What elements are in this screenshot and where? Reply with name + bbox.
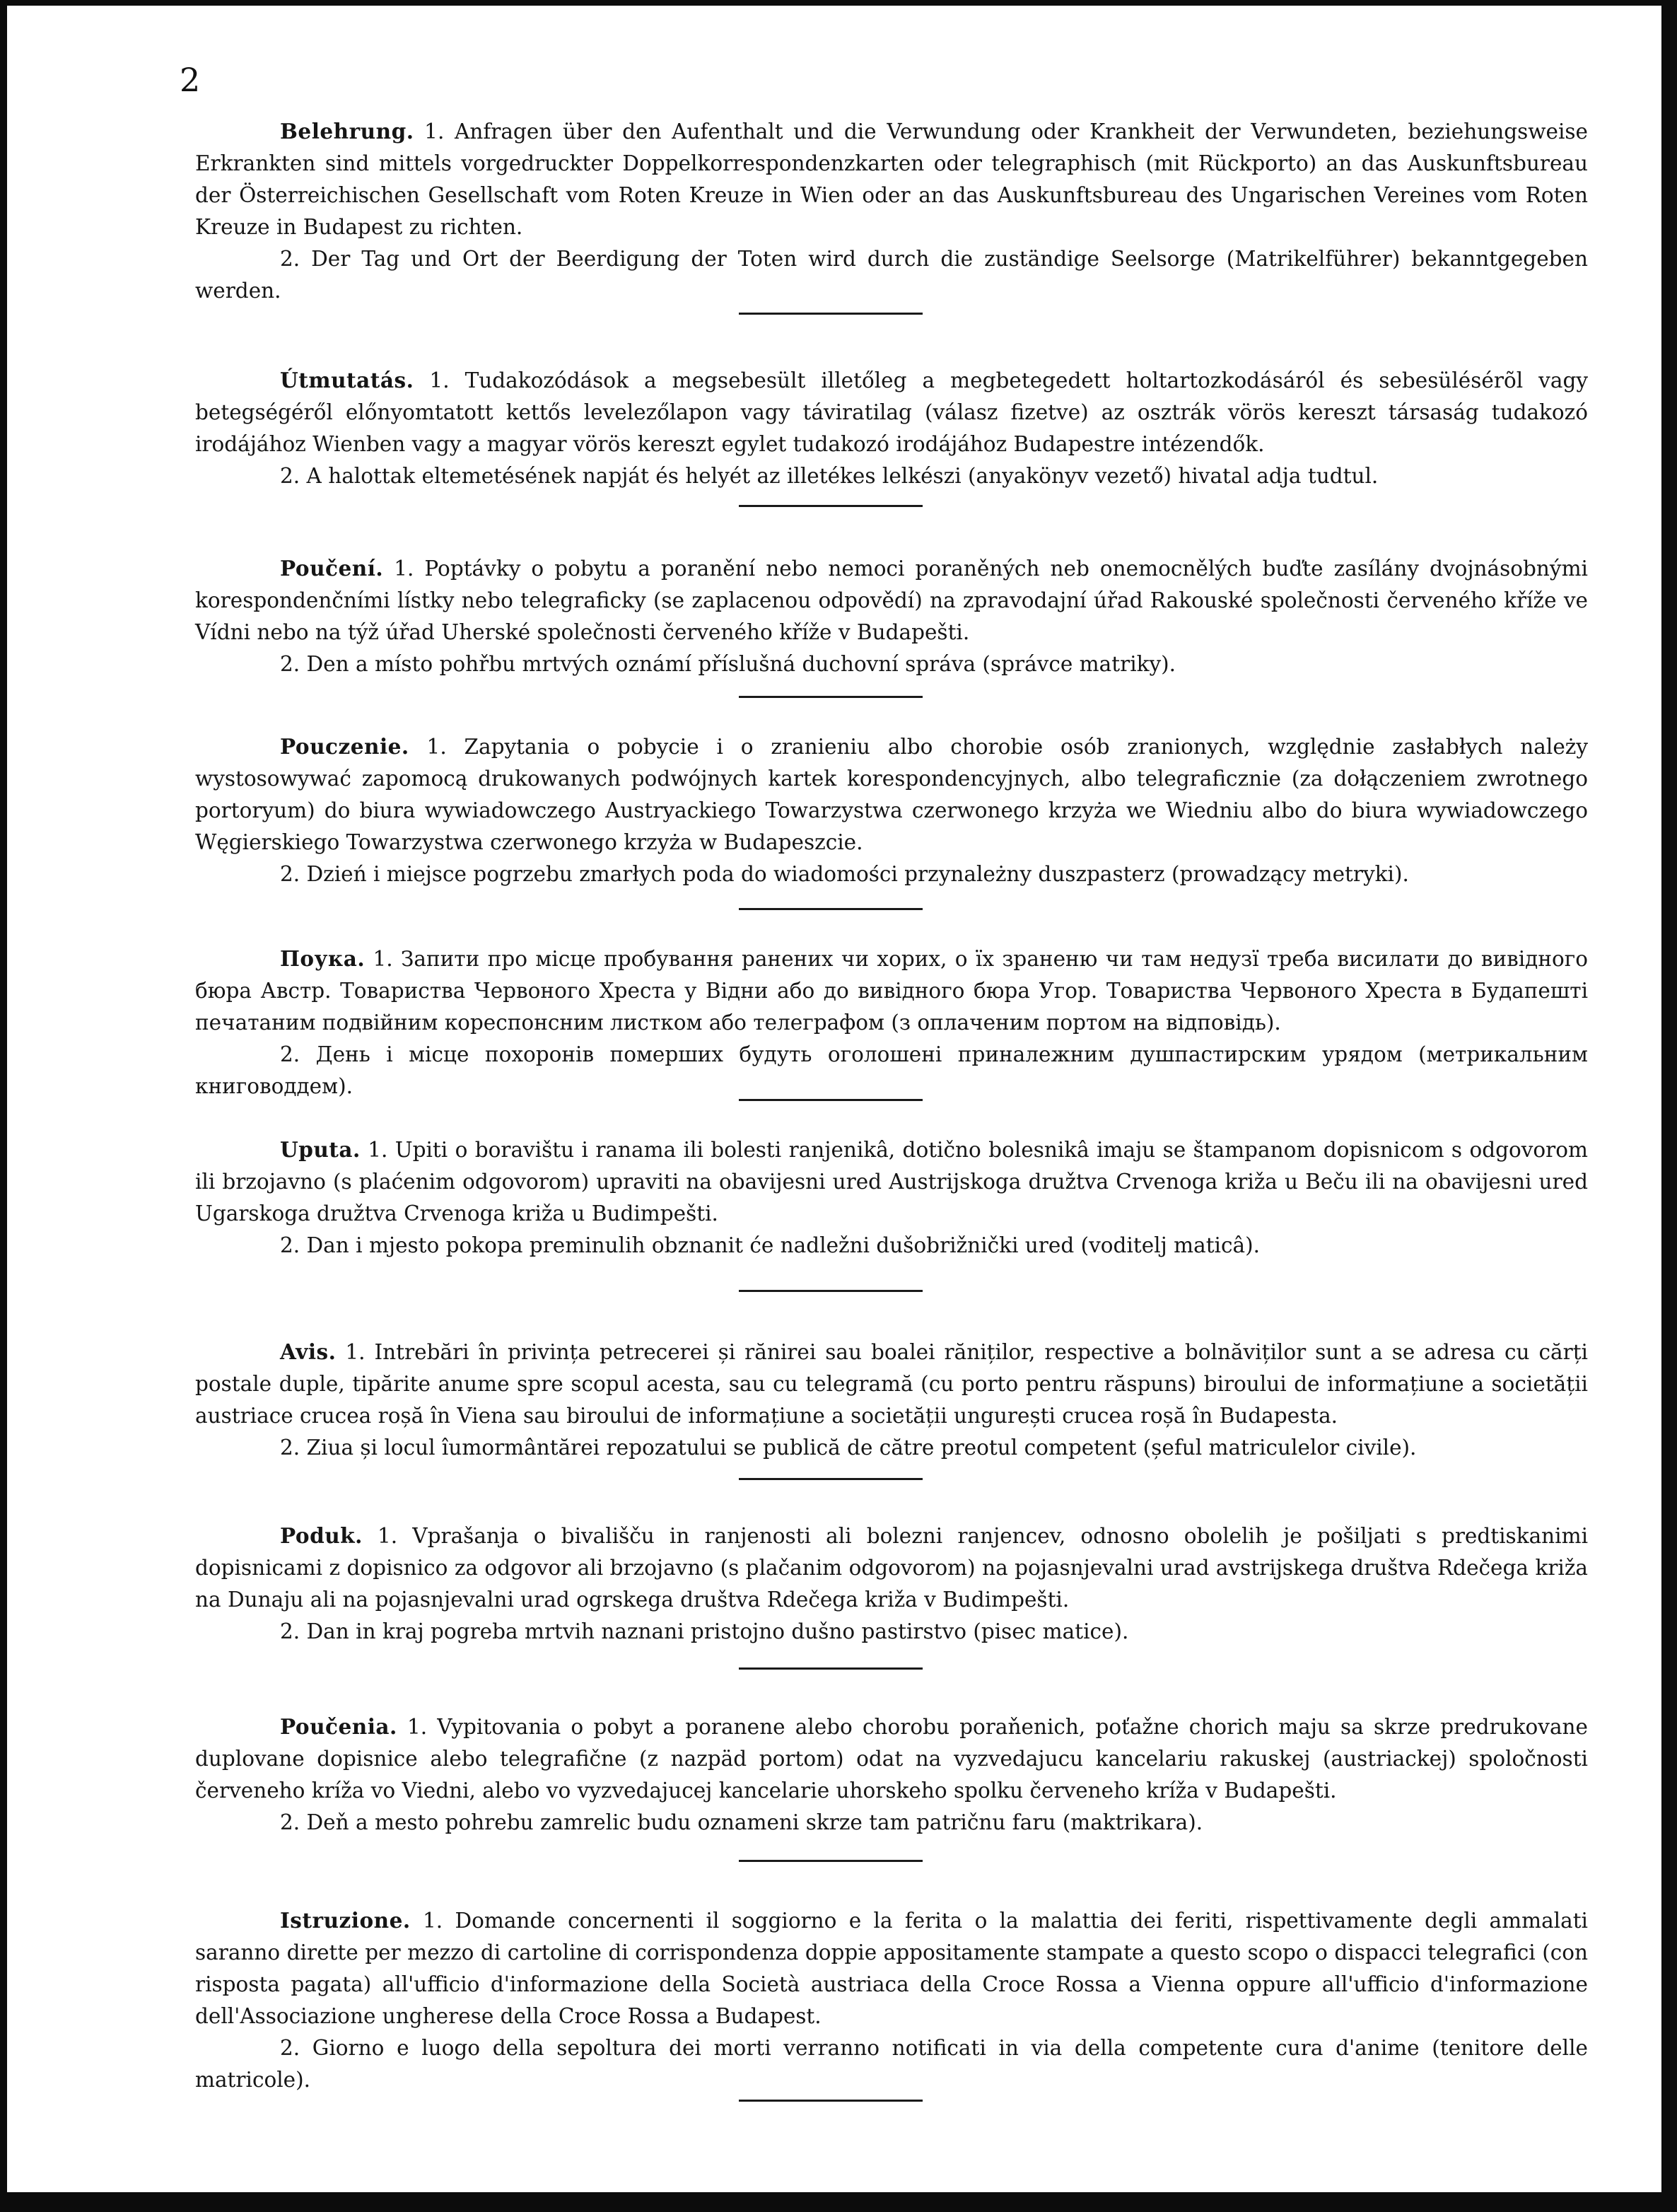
section-heading: Avis. bbox=[280, 1339, 337, 1364]
paragraph-text: 1. Upiti o boravištu i ranama ili bolesti ranjenikâ, dotično bolesnikâ imaju se štampanom dopisnicom s odgovorom ili brzojavno (s plaćenim odgovorom) upraviti na obavijesni ured Austrijskoga družtva Crvenoga križa u Beču ili na obavijesni ured Ugarskoga družtva Crvenoga križa u Budimpešti. bbox=[195, 1138, 1588, 1226]
paragraph-text: 1. Poptávky o pobytu a poranění nebo nemoci poraněných neb onemocnělých buďte zasílány dvojnásobnými korespondenčními lístky nebo telegraficky (se zaplacenou odpovědí) na zpravodajní úřad Rakouské společnosti červeného kříže ve Vídni nebo na týž úřad Uherské společnosti červeného kříže v Budapešti. bbox=[195, 557, 1588, 644]
section-paragraph-2 bbox=[195, 648, 1588, 680]
document-page bbox=[7, 6, 1661, 2192]
section-heading: Поука. bbox=[280, 946, 366, 971]
paragraph-text: 1. Anfragen über den Aufenthalt und die Verwundung oder Krankheit der Verwundeten, beziehungsweise Erkrankten sind mittels vorgedruckter Doppelkorrespondenzkarten oder telegraphisch (mit Rückporto) an das Auskunftsbureau der Österreichischen Gesellschaft vom Roten Kreuze in Wien oder an das Auskunftsbureau des Ungarischen Vereines vom Roten Kreuze in Budapest zu richten. bbox=[195, 120, 1588, 239]
section-divider bbox=[739, 2100, 923, 2102]
section-hungarian bbox=[195, 364, 1588, 492]
section-heading: Uputa. bbox=[280, 1137, 361, 1162]
section-divider bbox=[739, 1667, 923, 1670]
section-paragraph-1 bbox=[195, 1336, 1588, 1432]
section-divider bbox=[739, 1478, 923, 1480]
paragraph-text: 1. Domande concernenti il soggiorno e la ferita o la malattia dei feriti, rispettivamente degli ammalati saranno dirette per mezzo di cartoline di corrispondenza doppie appositamente stampate a questo scopo o dispacci telegrafici (con risposta pagata) all'ufficio d'informazione della Società austriaca della Croce Rossa a Vienna oppure all'ufficio d'informazione dell'Associazione ungherese della Croce Rossa a Budapest. bbox=[195, 1909, 1588, 2028]
section-paragraph-2 bbox=[195, 858, 1588, 890]
paragraph-text: 2. A halottak eltemetésének napját és helyét az illetékes lelkészi (anyakönyv vezető) hivatal adja tudtul. bbox=[280, 464, 1379, 488]
section-paragraph-2 bbox=[195, 1807, 1588, 1839]
page-number: 2 bbox=[180, 61, 201, 99]
section-divider bbox=[739, 1290, 923, 1292]
section-paragraph-2 bbox=[195, 2032, 1588, 2096]
paragraph-text: 2. Den a místo pohřbu mrtvých oznámí příslušná duchovní správa (správce matriky). bbox=[280, 652, 1176, 676]
section-heading: Istruzione. bbox=[280, 1908, 411, 1933]
section-czech bbox=[195, 552, 1588, 680]
section-divider bbox=[739, 1099, 923, 1101]
paragraph-text: 2. Dzień i miejsce pogrzebu zmarłych poda do wiadomości przynależny duszpasterz (prowadzący metryki). bbox=[280, 862, 1409, 886]
paragraph-text: 1. Tudakozódások a megsebesült illetőleg a megbetegedett holtartozkodásáról és sebesülésérõl vagy betegségéről előnyomtatott kettős levelezőlapon vagy táviratilag (válasz fizetve) az osztrák vörös kereszt társaság tudakozó irodájához Wienben vagy a magyar vörös kereszt egylet tudakozó irodájához Budapestre intézendők. bbox=[195, 368, 1588, 456]
paragraph-text: 1. Intrebări în privința petrecerei și rănirei sau boalei răniților, respective a bolnăviților sunt a se adresa cu cărți postale duple, tipărite anume spre scopul acesta, sau cu telegramă (cu porto pentru răspuns) biroului de informațiune a societății austriace crucea roșă în Viena sau biroului de informațiune a societății ungurești crucea roșă în Budapesta. bbox=[195, 1340, 1588, 1428]
section-heading: Pouczenie. bbox=[280, 734, 409, 759]
section-heading: Belehrung. bbox=[280, 119, 414, 144]
section-divider bbox=[739, 313, 923, 315]
paragraph-text: 1. Vypitovania o pobyt a poranene alebo chorobu poraňenich, poťažne chorich maju sa skrze predrukovane duplovane dopisnice alebo telegrafične (z nazpäd portom) odat na vyzvedajucu kancelariu rakuskej (austriackej) spoločnosti červeneho kríža vo Viedni, alebo vo vyzvedajucej kancelarie uhorskeho spolku červeneho kríža v Budapešti. bbox=[195, 1715, 1588, 1803]
paragraph-text: 2. Deň a mesto pohrebu zamrelic budu oznameni skrze tam patričnu faru (maktrikara). bbox=[280, 1810, 1203, 1834]
section-paragraph-1 bbox=[195, 1134, 1588, 1230]
section-polish bbox=[195, 730, 1588, 890]
section-divider bbox=[739, 1860, 923, 1862]
section-paragraph-1 bbox=[195, 1904, 1588, 2032]
section-paragraph-2 bbox=[195, 1039, 1588, 1102]
section-heading: Poučenia. bbox=[280, 1714, 397, 1739]
section-paragraph-1 bbox=[195, 1520, 1588, 1616]
paragraph-text: 1. Запити про місце пробування ранених чи хорих, о їх зраненю чи там недузї треба висилати до вивідного бюра Австр. Товариства Червоного Хреста у Відни або до вивідного бюра Угор. Товариства Червоного Хреста в Будапешті печатаним подвійним кореспонсним листком або телеграфом (з оплаченим портом на відповідь). bbox=[195, 947, 1588, 1035]
section-paragraph-2 bbox=[195, 1616, 1588, 1648]
section-slovak bbox=[195, 1711, 1588, 1839]
paragraph-text: 2. Giorno e luogo della sepoltura dei morti verranno notificati in via della competente cura d'anime (tenitore delle matricole). bbox=[195, 2036, 1588, 2092]
section-paragraph-1 bbox=[195, 730, 1588, 858]
section-paragraph-1 bbox=[195, 1711, 1588, 1807]
section-paragraph-1 bbox=[195, 552, 1588, 648]
section-paragraph-1 bbox=[195, 115, 1588, 243]
section-heading: Poučení. bbox=[280, 556, 384, 581]
paragraph-text: 2. Ziua și locul îumormântărei repozatului se publică de către preotul competent (șeful matriculelor civile). bbox=[280, 1436, 1417, 1460]
section-slovene bbox=[195, 1520, 1588, 1648]
section-paragraph-2 bbox=[195, 460, 1588, 492]
section-paragraph-1 bbox=[195, 364, 1588, 460]
section-croatian bbox=[195, 1134, 1588, 1262]
paragraph-text: 1. Vprašanja o bivališču in ranjenosti ali bolezni ranjencev, odnosno obolelih je pošiljati s predtiskanimi dopisnicami z dopisnico za odgovor ali brzojavno (s plačanim odgovorom) na pojasnjevalni urad avstrijskega društva Rdečega križa na Dunaju ali na pojasnjevalni urad ogrskega društva Rdečega križa v Budimpešti. bbox=[195, 1524, 1589, 1612]
section-paragraph-1 bbox=[195, 943, 1588, 1039]
section-heading: Útmutatás. bbox=[280, 368, 414, 392]
paragraph-text: 2. Dan in kraj pogreba mrtvih naznani pristojno dušno pastirstvo (pisec matice). bbox=[280, 1619, 1129, 1643]
section-ukrainian bbox=[195, 943, 1588, 1102]
paragraph-text: 1. Zapytania o pobycie i o zranieniu albo chorobie osób zranionych, względnie zasłabłych należy wystosowywać zapomocą drukowanych podwójnych kartek korespondencyjnych, albo telegraficznie (za dołączeniem zwrotnego portoryum) do biura wywiadowczego Austryackiego Towarzystwa czerwonego krzyża we Wiedniu albo do biura wywiadowczego Węgierskiego Towarzystwa czerwonego krzyża w Budapeszcie. bbox=[195, 735, 1588, 854]
section-heading: Poduk. bbox=[280, 1523, 363, 1548]
section-paragraph-2 bbox=[195, 243, 1588, 307]
paragraph-text: 2. Der Tag und Ort der Beerdigung der Toten wird durch die zuständige Seelsorge (Matrikelführer) bekanntgegeben werden. bbox=[195, 247, 1588, 303]
section-romanian bbox=[195, 1336, 1588, 1464]
section-divider bbox=[739, 908, 923, 910]
section-italian bbox=[195, 1904, 1588, 2096]
section-paragraph-2 bbox=[195, 1432, 1588, 1464]
section-divider bbox=[739, 696, 923, 698]
section-paragraph-2 bbox=[195, 1230, 1588, 1262]
section-divider bbox=[739, 505, 923, 507]
paragraph-text: 2. Dan i mjesto pokopa preminulih obznanit će nadležni dušobrižnički ured (voditelj maticâ). bbox=[280, 1233, 1260, 1257]
paragraph-text: 2. День і місце похоронів померших будуть оголошені приналежним душпастирским урядом (метрикальним книговоддем). bbox=[195, 1042, 1588, 1098]
section-german bbox=[195, 115, 1588, 307]
